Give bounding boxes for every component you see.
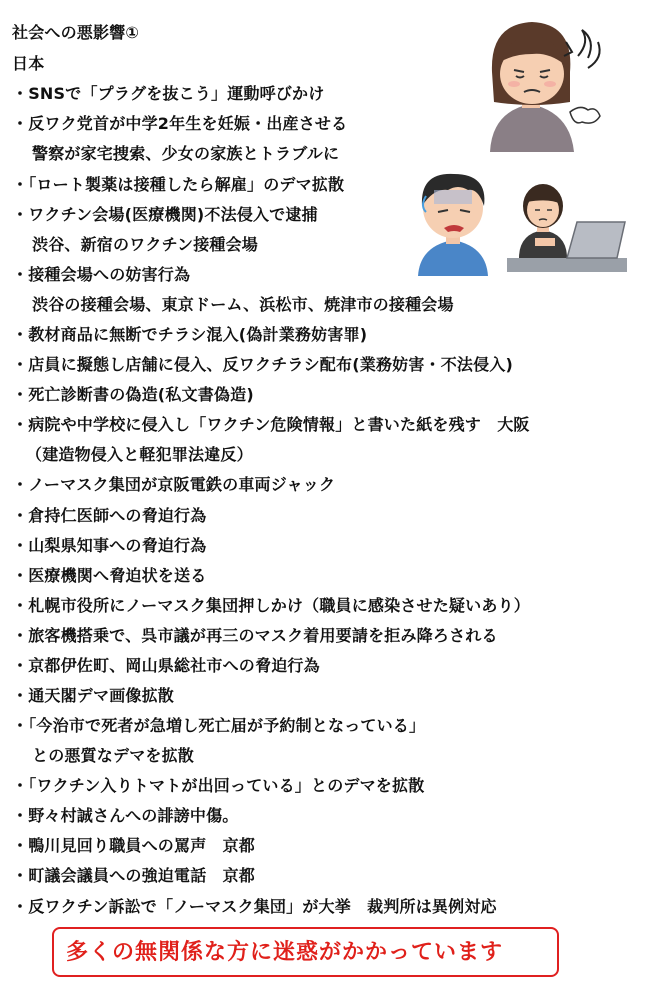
list-item: ・通天閣デマ画像拡散 [12,686,175,705]
list-item: ・病院や中学校に侵入し「ワクチン危険情報」と書いた紙を残す 大阪 [12,415,530,434]
woman-at-laptop-illustration [505,178,630,278]
list-item: ・反ワク党首が中学2年生を妊娠・出産させる [12,114,348,133]
page-heading: 社会への悪影響① [12,23,140,42]
list-item-detail: 渋谷の接種会場、東京ドーム、浜松市、焼津市の接種会場 [32,295,454,314]
list-item-detail: 警察が家宅捜索、少女の家族とトラブルに [32,144,340,163]
list-item: ・接種会場への妨害行為 [12,265,191,284]
list-item: ・京都伊佐町、岡山県総社市への脅迫行為 [12,656,320,675]
list-item: ・札幌市役所にノーマスク集団押しかけ（職員に感染させた疑いあり） [12,596,530,615]
list-item: ・野々村誠さんへの誹謗中傷。 [12,806,239,825]
list-item: ・旅客機搭乗で、呉市議が再三のマスク着用要請を拒み降ろされる [12,626,498,645]
list-item: ・町議会議員への強迫電話 京都 [12,866,256,885]
region-label: 日本 [12,54,45,73]
list-item: ・死亡診断書の偽造(私文書偽造) [12,385,254,404]
list-item: ・店員に擬態し店舗に侵入、反ワクチラシ配布(業務妨害・不法侵入) [12,355,514,374]
list-item: ・「今治市で死者が急増し死亡届が予約制となっている」 [12,716,426,735]
list-item: ・「ワクチン入りトマトが出回っている」とのデマを拡散 [12,776,425,795]
list-item-detail: （建造物侵入と軽犯罪法違反） [26,445,253,464]
list-item-detail: 渋谷、新宿のワクチン接種会場 [32,235,259,254]
list-item: ・反ワクチン訴訟で「ノーマスク集団」が大挙 裁判所は異例対応 [12,897,497,916]
list-item: ・ノーマスク集団が京阪電鉄の車両ジャック [12,475,336,494]
list-item: ・「ロート製薬は接種したら解雇」のデマ拡散 [12,175,345,194]
list-item: ・鴨川見回り職員への罵声 京都 [12,836,256,855]
list-item: ・教材商品に無断でチラシ混入(偽計業務妨害罪) [12,325,368,344]
worried-man-illustration [408,166,498,276]
list-item-detail: との悪質なデマを拡散 [32,746,195,765]
notice-text: 多くの無関係な方に迷惑がかかっています [66,940,504,965]
troubled-woman-illustration [470,12,620,152]
list-item: ・医療機関へ脅迫状を送る [12,566,207,585]
list-item: ・山梨県知事への脅迫行為 [12,536,207,555]
list-item: ・ワクチン会場(医療機関)不法侵入で逮捕 [12,205,318,224]
notice-box [52,927,559,977]
list-item: ・倉持仁医師への脅迫行為 [12,506,207,525]
list-item: ・SNSで「プラグを抜こう」運動呼びかけ [12,84,325,103]
